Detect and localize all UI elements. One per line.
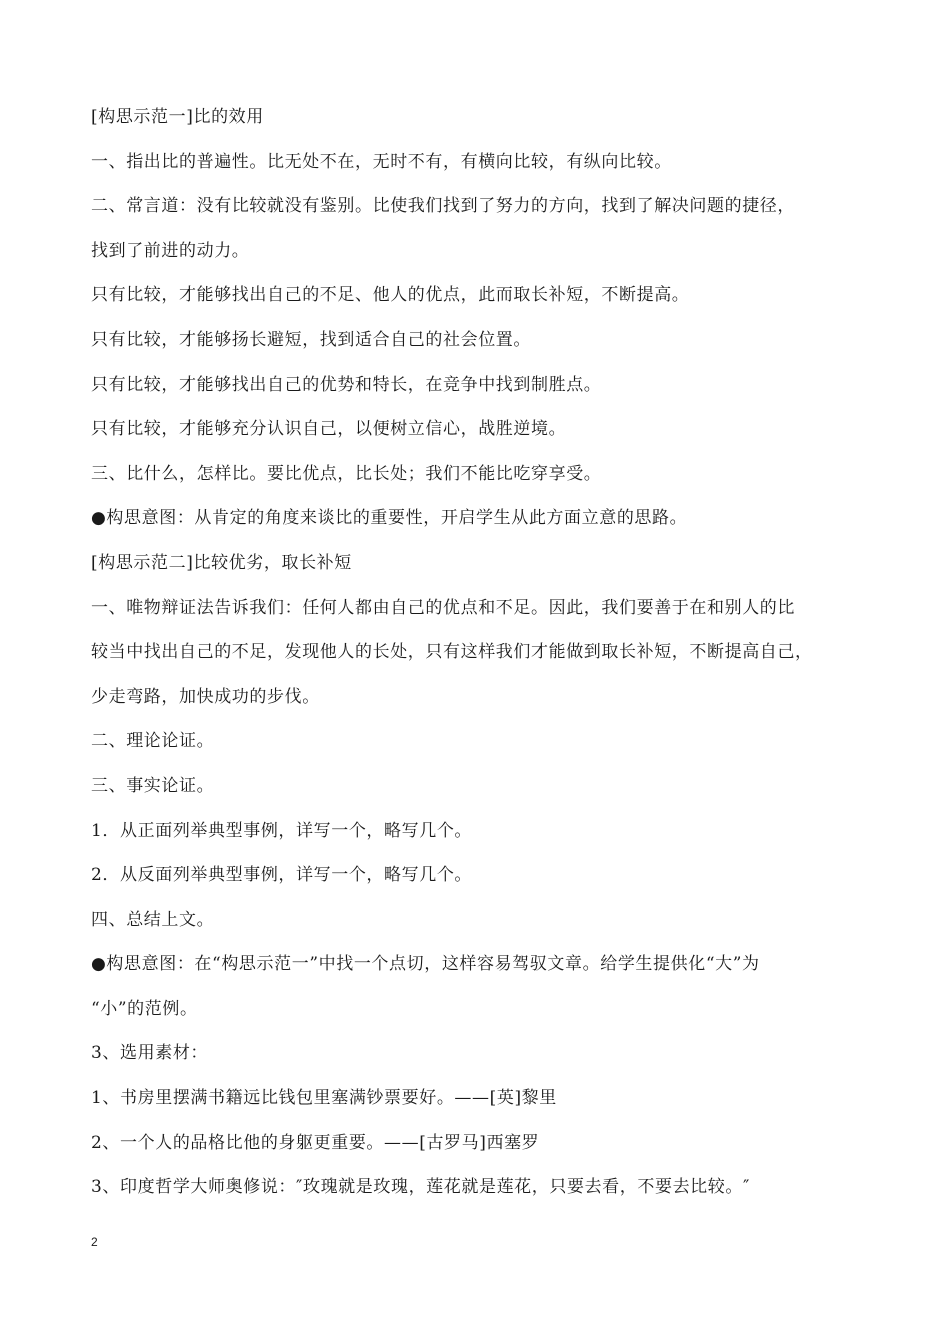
text-line: 二、常言道：没有比较就没有鉴别。比使我们找到了努力的方向，找到了解决问题的捷径， xyxy=(91,196,795,217)
text-line: 只有比较，才能够找出自己的优势和特长，在竞争中找到制胜点。 xyxy=(91,374,602,395)
page-number: 2 xyxy=(91,1235,98,1249)
document-body xyxy=(91,95,866,1210)
quote-item: 2、一个人的品格比他的身躯更重要。——[古罗马]西塞罗 xyxy=(91,1132,540,1153)
quote-item: 1、书房里摆满书籍远比钱包里塞满钞票要好。——[英]黎里 xyxy=(91,1088,557,1109)
text-line: 二、理论论证。 xyxy=(91,731,215,752)
list-item: 2．从反面列举典型事例，详写一个，略写几个。 xyxy=(91,865,473,886)
list-item: 1．从正面列举典型事例，详写一个，略写几个。 xyxy=(91,820,473,841)
text-line: 一、指出比的普遍性。比无处不在，无时不有，有横向比较，有纵向比较。 xyxy=(91,151,672,172)
text-line: 三、比什么，怎样比。要比优点，比长处；我们不能比吃穿享受。 xyxy=(91,463,602,484)
text-line: 一、唯物辩证法告诉我们：任何人都由自己的优点和不足。因此，我们要善于在和别人的比 xyxy=(91,597,795,618)
text-line: 四、总结上文。 xyxy=(91,909,215,930)
section-heading-1: [构思示范一]比的效用 xyxy=(91,107,264,127)
text-line: 只有比较，才能够扬长避短，找到适合自己的社会位置。 xyxy=(91,329,531,350)
text-line: 只有比较，才能够充分认识自己，以便树立信心，战胜逆境。 xyxy=(91,419,567,440)
text-line: 找到了前进的动力。 xyxy=(91,240,250,261)
text-line: 少走弯路，加快成功的步伐。 xyxy=(91,686,320,707)
text-line: “小”的范例。 xyxy=(91,998,198,1019)
text-line: 三、事实论证。 xyxy=(91,775,215,796)
text-line: 较当中找出自己的不足，发现他人的长处，只有这样我们才能做到取长补短，不断提高自己， xyxy=(91,642,813,663)
quote-item: 3、印度哲学大师奥修说：″玫瑰就是玫瑰，莲花就是莲花，只要去看，不要去比较。″ xyxy=(91,1177,750,1198)
materials-heading: 3、选用素材： xyxy=(91,1043,209,1064)
section-heading-2: [构思示范二]比较优劣，取长补短 xyxy=(91,552,352,573)
intent-note-2: ●构思意图：在“构思示范一”中找一个点切，这样容易驾驭文章。给学生提供化“大”为 xyxy=(91,954,760,975)
intent-note-1: ●构思意图：从肯定的角度来谈比的重要性，开启学生从此方面立意的思路。 xyxy=(91,508,688,529)
text-line: 只有比较，才能够找出自己的不足、他人的优点，此而取长补短，不断提高。 xyxy=(91,285,690,306)
